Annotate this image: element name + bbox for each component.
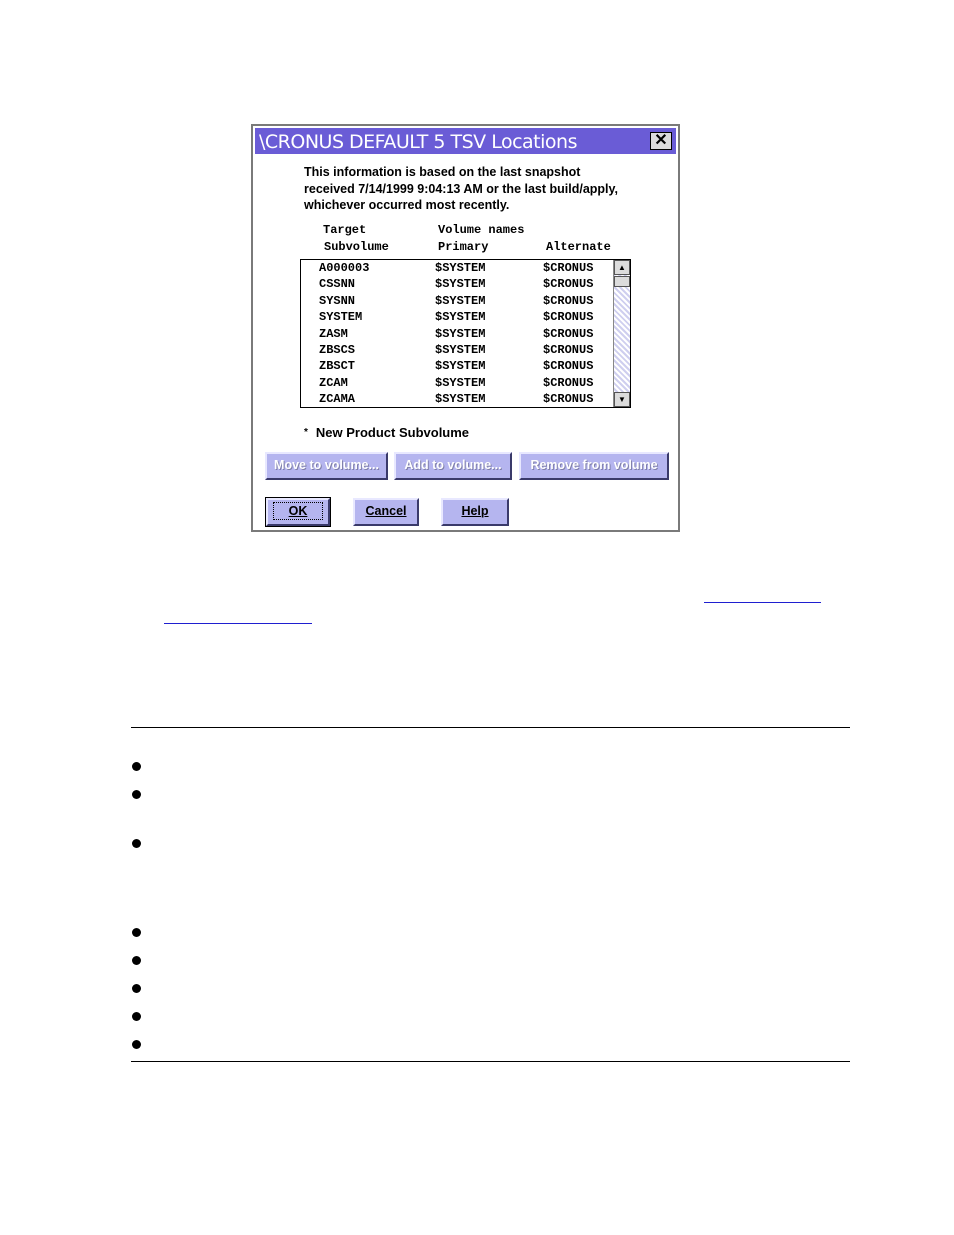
list-item-subvolume: ZCAMA	[319, 392, 356, 407]
help-button[interactable]	[441, 498, 509, 526]
header-subvolume: Subvolume	[324, 240, 389, 254]
ok-label: OK	[273, 502, 324, 520]
list-item[interactable]	[301, 376, 611, 392]
list-item-primary: $SYSTEM	[435, 277, 486, 292]
list-item[interactable]	[301, 343, 611, 359]
list-item-primary: $SYSTEM	[435, 293, 486, 308]
list-item-alternate: $CRONUS	[543, 310, 594, 325]
bullet	[132, 1012, 141, 1021]
scroll-up-button[interactable]	[614, 260, 630, 275]
list-item-subvolume: ZCAM	[319, 375, 348, 390]
info-text: This information is based on the last snapshot received 7/14/1999 9:04:13 AM or the last build/apply, whichever occurred most recently.	[304, 165, 619, 212]
top-rule	[131, 727, 850, 728]
remove-from-volume-label: Remove from volume	[530, 458, 658, 472]
header-volume-names: Volume names	[438, 223, 525, 237]
move-to-volume-label: Move to volume...	[274, 458, 379, 472]
list-item-alternate: $CRONUS	[543, 277, 594, 292]
hyperlink-underline-continued[interactable]	[164, 623, 312, 624]
list-item[interactable]	[301, 310, 611, 326]
bottom-rule	[131, 1061, 850, 1062]
list-item-subvolume: SYSTEM	[319, 310, 363, 325]
cancel-button[interactable]	[353, 498, 419, 526]
arrow-down-icon: ▼	[618, 395, 626, 404]
scroll-down-button[interactable]	[614, 392, 630, 407]
ok-button[interactable]	[266, 498, 330, 526]
new-product-legend	[304, 425, 469, 440]
dialog-title: \CRONUS DEFAULT 5 TSV Locations	[259, 131, 577, 153]
list-item-primary: $SYSTEM	[435, 392, 486, 407]
list-item-alternate: $CRONUS	[543, 359, 594, 374]
list-item-primary: $SYSTEM	[435, 359, 486, 374]
list-item[interactable]	[301, 359, 611, 375]
list-item-subvolume: ZBSCT	[319, 359, 356, 374]
list-item[interactable]	[301, 261, 611, 277]
scroll-thumb[interactable]	[614, 276, 630, 287]
hyperlink-underline[interactable]	[704, 602, 821, 603]
help-label: Help	[461, 504, 489, 518]
list-item-subvolume: ZASM	[319, 326, 348, 341]
list-item-subvolume: ZBSCS	[319, 343, 356, 357]
add-to-volume-button[interactable]	[394, 452, 512, 480]
list-item-primary: $SYSTEM	[435, 310, 486, 325]
arrow-up-icon: ▲	[618, 263, 626, 272]
tsv-locations-dialog	[251, 124, 680, 532]
bullet	[132, 956, 141, 965]
close-icon: ✕	[654, 132, 668, 149]
bullet	[132, 762, 141, 771]
move-to-volume-button[interactable]	[265, 452, 388, 480]
dialog-titlebar[interactable]	[255, 128, 676, 154]
legend-label: New Product Subvolume	[315, 425, 470, 440]
list-item-subvolume: A000003	[319, 261, 370, 275]
list-item-alternate: $CRONUS	[543, 293, 594, 308]
bullet	[132, 839, 141, 848]
list-item-subvolume: CSSNN	[319, 277, 356, 292]
header-primary: Primary	[438, 240, 489, 254]
subvolume-listbox[interactable]	[300, 259, 631, 408]
bullet	[132, 790, 141, 799]
remove-from-volume-button[interactable]	[519, 452, 669, 480]
add-to-volume-label: Add to volume...	[404, 458, 502, 472]
bullet	[132, 928, 141, 937]
list-item-alternate: $CRONUS	[543, 343, 594, 357]
asterisk-marker: *	[304, 427, 308, 438]
list-item-subvolume: SYSNN	[319, 293, 356, 308]
close-button[interactable]	[650, 132, 672, 150]
bullet	[132, 984, 141, 993]
bullet	[132, 1040, 141, 1049]
header-alternate: Alternate	[546, 240, 611, 254]
list-item-alternate: $CRONUS	[543, 261, 594, 275]
vertical-scrollbar[interactable]	[613, 260, 630, 407]
list-item-primary: $SYSTEM	[435, 343, 486, 357]
list-item-primary: $SYSTEM	[435, 326, 486, 341]
list-item[interactable]	[301, 294, 611, 310]
list-item-alternate: $CRONUS	[543, 392, 594, 407]
list-item[interactable]	[301, 392, 611, 408]
list-item-alternate: $CRONUS	[543, 326, 594, 341]
list-item-primary: $SYSTEM	[435, 375, 486, 390]
header-target: Target	[323, 223, 367, 237]
cancel-label: Cancel	[365, 504, 407, 518]
list-item-primary: $SYSTEM	[435, 261, 486, 275]
list-item-alternate: $CRONUS	[543, 375, 594, 390]
list-item[interactable]	[301, 277, 611, 293]
list-item[interactable]	[301, 327, 611, 343]
